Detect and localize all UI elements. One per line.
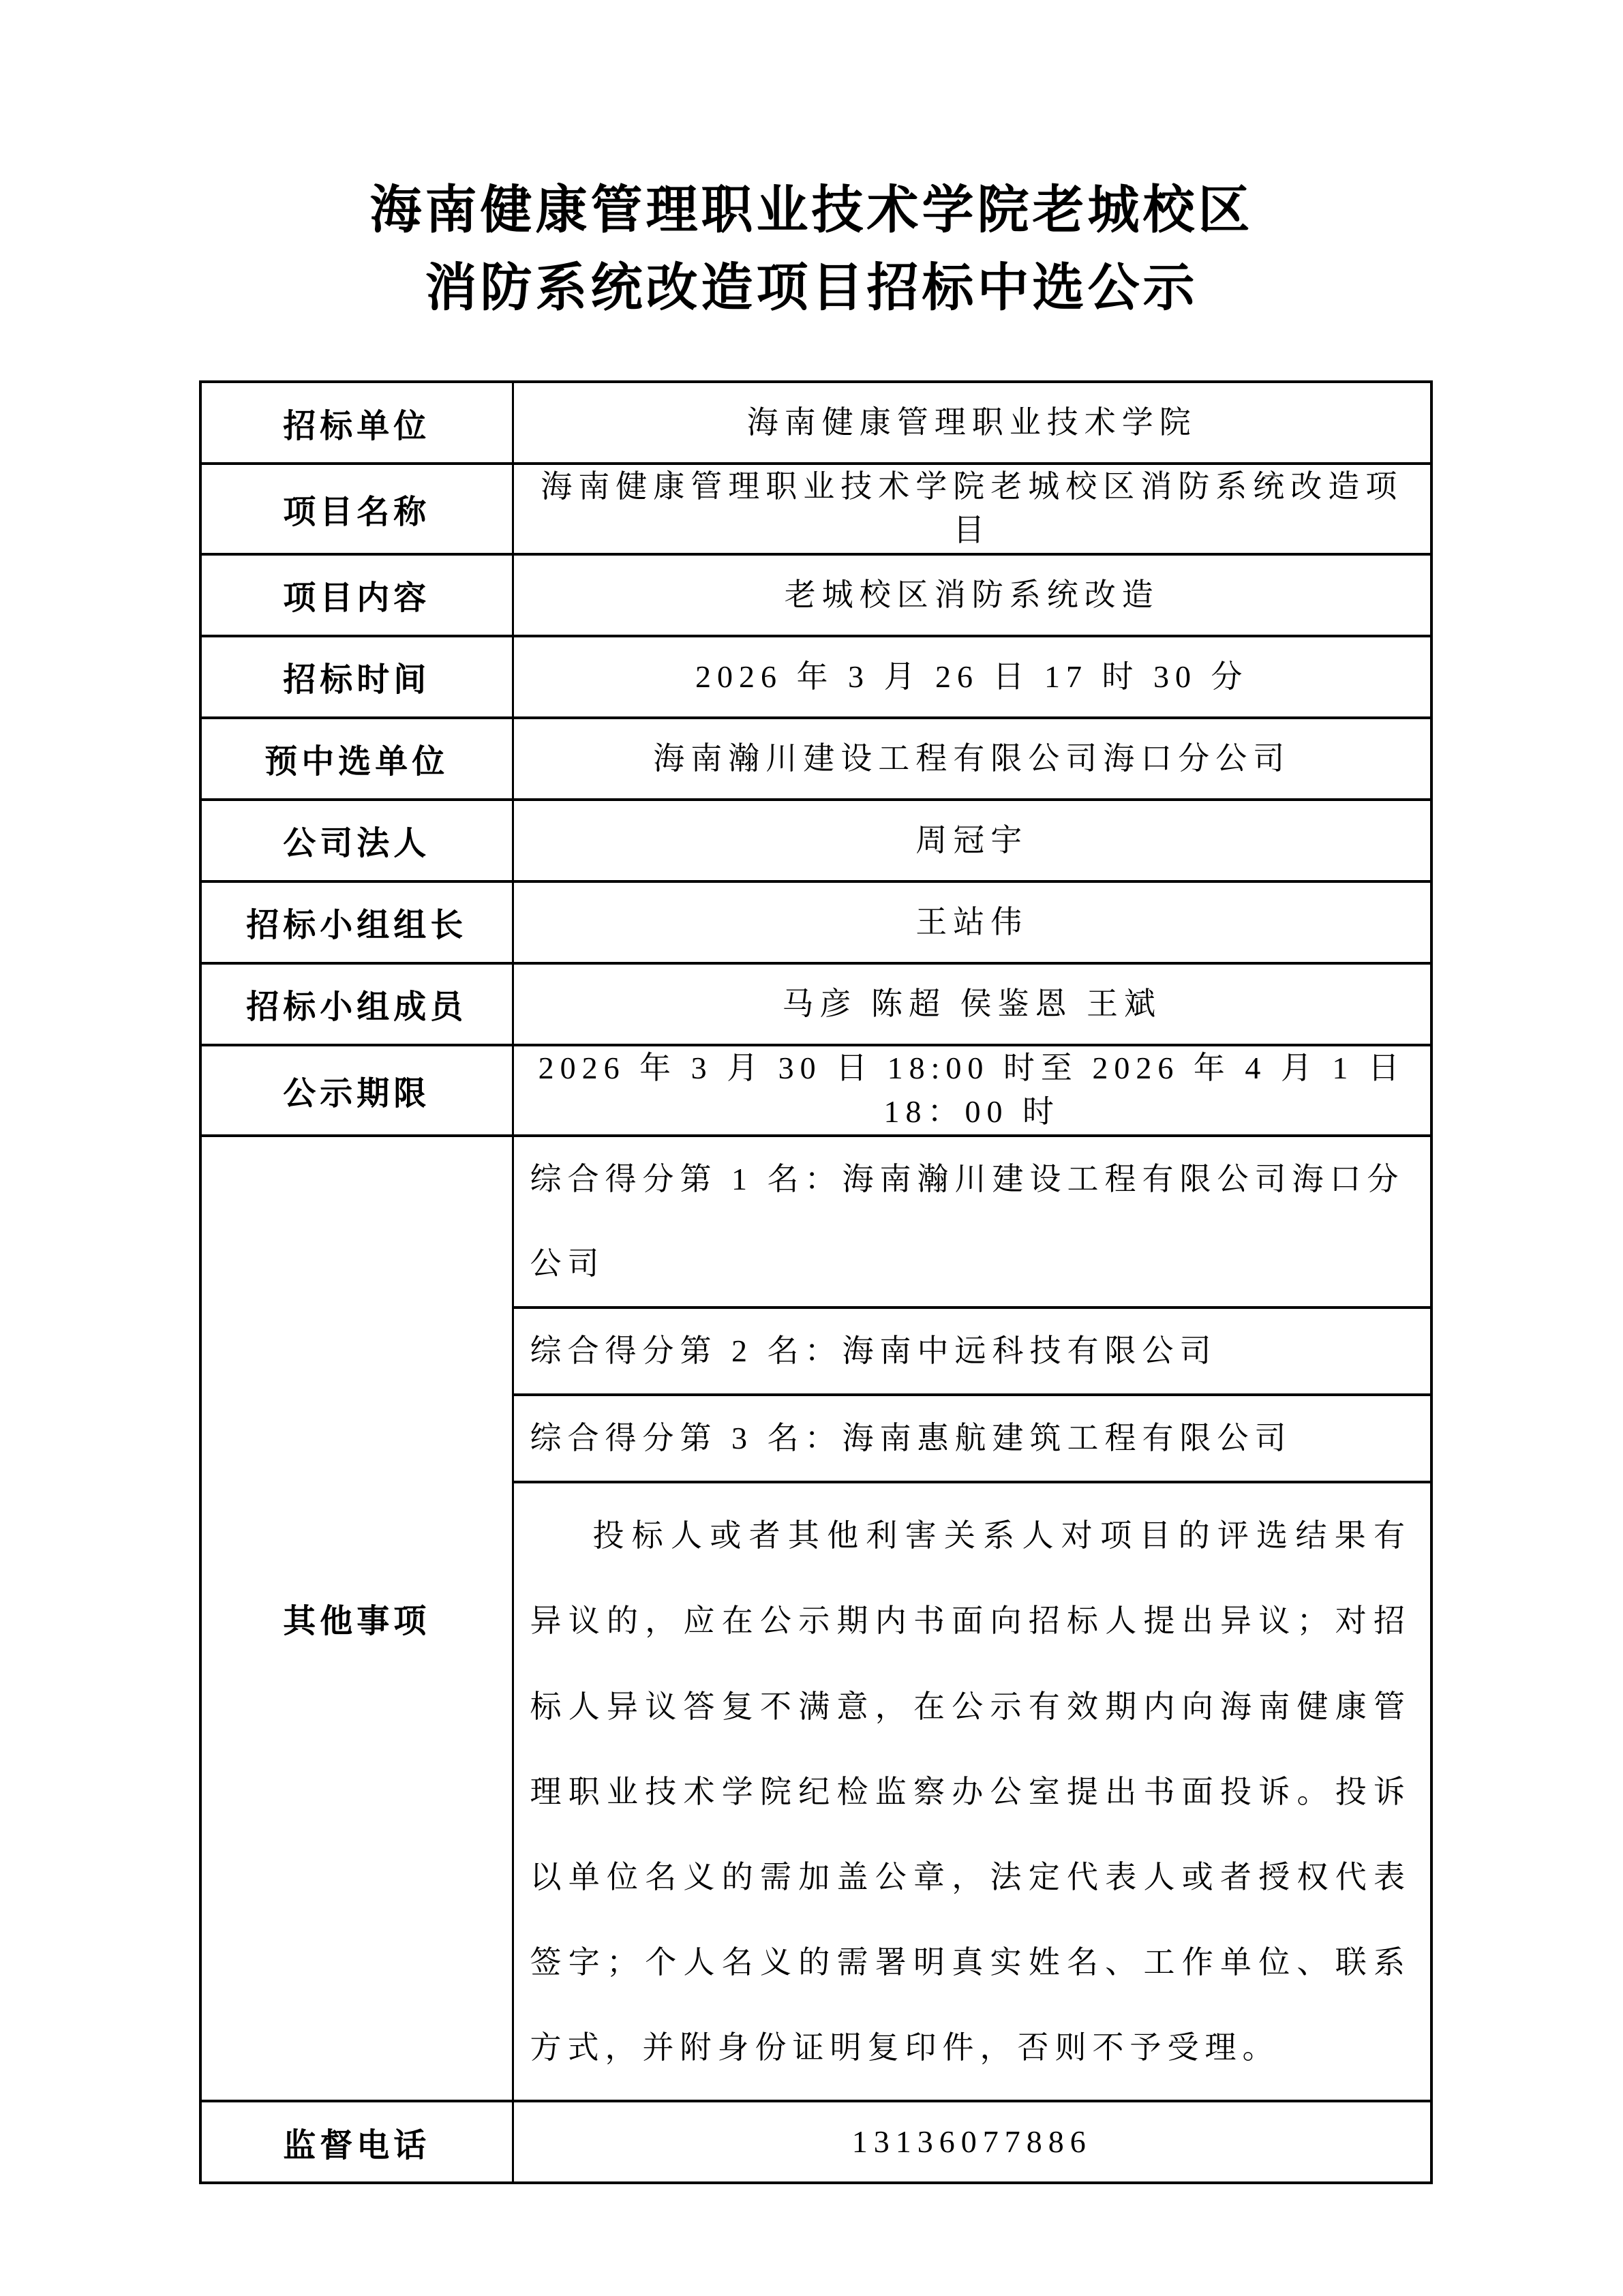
phone-value: 13136077886 <box>513 2101 1431 2183</box>
table-row <box>200 464 1431 554</box>
rank-2-value: 综合得分第 2 名：海南中远科技有限公司 <box>513 1308 1431 1395</box>
row-value-project-content: 老城校区消防系统改造 <box>513 554 1431 636</box>
table-row <box>200 382 1431 464</box>
row-label-project-name: 项目名称 <box>200 464 513 554</box>
row-label-group-leader: 招标小组组长 <box>200 881 513 963</box>
row-label-project-content: 项目内容 <box>200 554 513 636</box>
table-row <box>200 881 1431 963</box>
announcement-table <box>199 380 1433 2184</box>
table-row <box>200 2101 1431 2183</box>
row-value-group-leader: 王站伟 <box>513 881 1431 963</box>
table-row <box>200 718 1431 800</box>
row-value-group-members: 马彦 陈超 侯鉴恩 王斌 <box>513 963 1431 1045</box>
rank-3-value: 综合得分第 3 名：海南惠航建筑工程有限公司 <box>513 1395 1431 1482</box>
row-value-tender-unit: 海南健康管理职业技术学院 <box>513 382 1431 464</box>
row-label-tender-time: 招标时间 <box>200 636 513 718</box>
table-row <box>200 963 1431 1045</box>
table-row <box>200 636 1431 718</box>
title-line-2: 消防系统改造项目招标中选公示 <box>425 259 1198 317</box>
table-row <box>200 554 1431 636</box>
phone-label: 监督电话 <box>200 2101 513 2183</box>
row-label-legal-person: 公司法人 <box>200 800 513 881</box>
title-line-1: 海南健康管理职业技术学院老城校区 <box>369 181 1254 239</box>
row-value-preselected-unit: 海南瀚川建设工程有限公司海口分公司 <box>513 718 1431 800</box>
row-value-publicity-period: 2026 年 3 月 30 日 18:00 时至 2026 年 4 月 1 日 18：00 时 <box>513 1045 1431 1136</box>
row-value-tender-time: 2026 年 3 月 26 日 17 时 30 分 <box>513 636 1431 718</box>
other-matters-label: 其他事项 <box>200 1136 513 2102</box>
row-label-preselected-unit: 预中选单位 <box>200 718 513 800</box>
row-label-tender-unit: 招标单位 <box>200 382 513 464</box>
page-title <box>0 172 1623 327</box>
row-value-project-name: 海南健康管理职业技术学院老城校区消防系统改造项目 <box>513 464 1431 554</box>
table-row <box>200 1045 1431 1136</box>
table-row <box>200 800 1431 881</box>
notice-text: 投标人或者其他利害关系人对项目的评选结果有异议的，应在公示期内书面向招标人提出异议；对招标人异议答复不满意，在公示有效期内向海南健康管理职业技术学院纪检监察办公室提出书面投诉。投诉以单位名义的需加盖公章，法定代表人或者授权代表签字；个人名义的需署明真实姓名、工作单位、联系方式，并附身份证明复印件，否则不予受理。 <box>513 1482 1431 2101</box>
row-label-group-members: 招标小组成员 <box>200 963 513 1045</box>
row-label-publicity-period: 公示期限 <box>200 1045 513 1136</box>
table-row <box>200 1136 1431 1308</box>
rank-1-value: 综合得分第 1 名：海南瀚川建设工程有限公司海口分公司 <box>513 1136 1431 1308</box>
row-value-legal-person: 周冠宇 <box>513 800 1431 881</box>
